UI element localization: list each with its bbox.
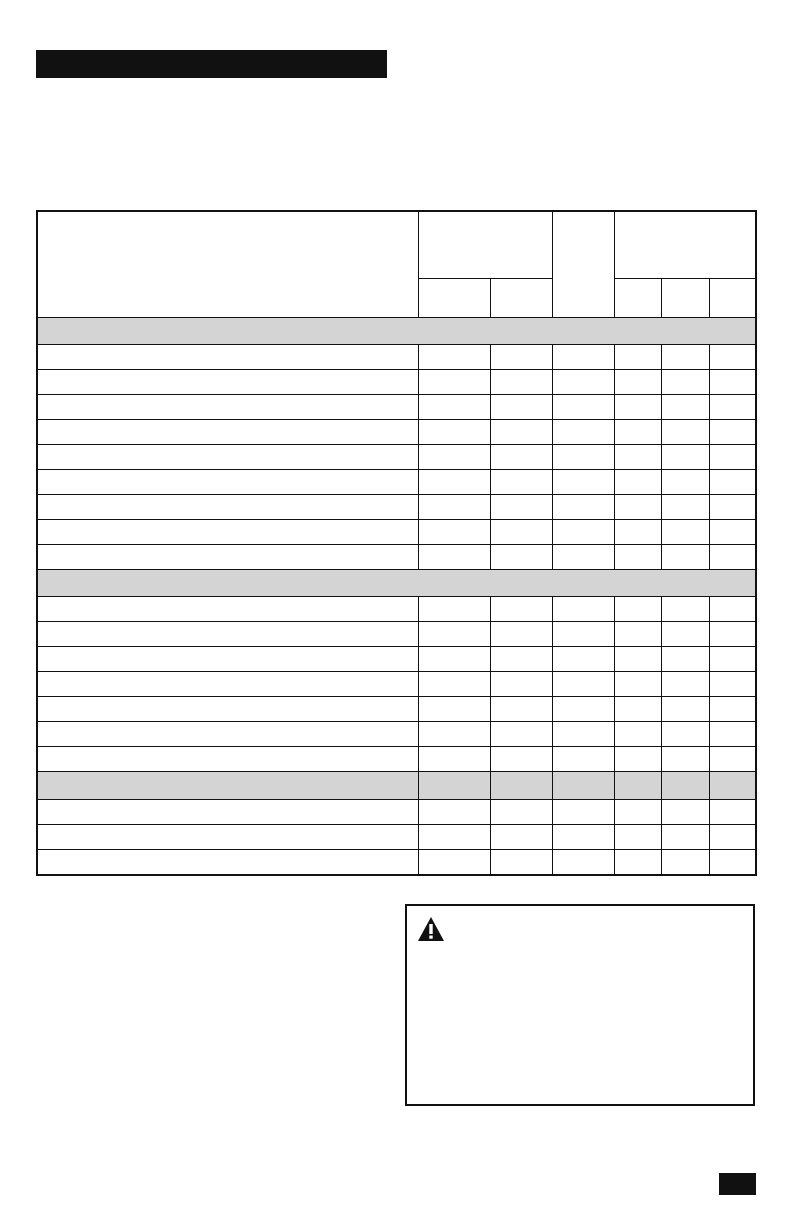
- check-cell: [490, 672, 552, 697]
- check-cell: [709, 370, 756, 395]
- check-cell: [552, 825, 614, 850]
- task-cell: [37, 520, 418, 545]
- table-row: [37, 622, 756, 647]
- check-cell: [490, 495, 552, 520]
- check-cell: [614, 370, 661, 395]
- check-cell: [661, 545, 709, 570]
- check-cell: [490, 622, 552, 647]
- check-cell: [661, 445, 709, 470]
- group-a-subheader: [490, 279, 552, 318]
- maintenance-schedule-table-wrap: [36, 210, 755, 883]
- check-cell: [614, 647, 661, 672]
- check-cell: [552, 722, 614, 747]
- section-label: [37, 772, 418, 800]
- check-cell: [490, 850, 552, 876]
- task-cell: [37, 697, 418, 722]
- check-cell: [418, 622, 490, 647]
- check-cell: [661, 370, 709, 395]
- section-cell: [709, 772, 756, 800]
- section-row: [37, 318, 756, 345]
- group-a-column-header: [418, 211, 552, 279]
- check-cell: [552, 850, 614, 876]
- task-cell: [37, 647, 418, 672]
- check-cell: [418, 345, 490, 370]
- table-row: [37, 597, 756, 622]
- check-cell: [490, 545, 552, 570]
- task-cell: [37, 395, 418, 420]
- check-cell: [552, 697, 614, 722]
- table-row: [37, 672, 756, 697]
- check-cell: [614, 345, 661, 370]
- check-cell: [552, 395, 614, 420]
- task-cell: [37, 545, 418, 570]
- check-cell: [552, 672, 614, 697]
- check-cell: [490, 697, 552, 722]
- check-cell: [552, 470, 614, 495]
- check-cell: [661, 395, 709, 420]
- task-cell: [37, 622, 418, 647]
- check-cell: [661, 647, 709, 672]
- task-cell: [37, 597, 418, 622]
- check-cell: [614, 722, 661, 747]
- check-cell: [418, 370, 490, 395]
- check-cell: [490, 370, 552, 395]
- check-cell: [661, 672, 709, 697]
- check-cell: [614, 622, 661, 647]
- section-header-bar: [36, 50, 387, 78]
- task-cell: [37, 825, 418, 850]
- check-cell: [709, 825, 756, 850]
- check-cell: [614, 800, 661, 825]
- check-cell: [490, 800, 552, 825]
- check-cell: [418, 697, 490, 722]
- check-cell: [661, 800, 709, 825]
- group-a-subheader: [418, 279, 490, 318]
- check-cell: [709, 520, 756, 545]
- check-cell: [418, 722, 490, 747]
- task-cell: [37, 345, 418, 370]
- table-header-row: [37, 211, 756, 279]
- check-cell: [661, 597, 709, 622]
- check-cell: [661, 470, 709, 495]
- group-b-subheader: [614, 279, 661, 318]
- section-row: [37, 772, 756, 800]
- check-cell: [418, 545, 490, 570]
- check-cell: [418, 470, 490, 495]
- check-cell: [552, 420, 614, 445]
- check-cell: [552, 445, 614, 470]
- table-row: [37, 445, 756, 470]
- check-cell: [709, 722, 756, 747]
- check-cell: [661, 495, 709, 520]
- check-cell: [661, 747, 709, 772]
- check-cell: [490, 470, 552, 495]
- warning-box: [405, 904, 755, 1106]
- check-cell: [614, 470, 661, 495]
- check-cell: [490, 747, 552, 772]
- check-cell: [614, 445, 661, 470]
- check-cell: [490, 445, 552, 470]
- check-cell: [418, 395, 490, 420]
- check-cell: [552, 370, 614, 395]
- section-cell: [490, 772, 552, 800]
- check-cell: [552, 800, 614, 825]
- check-cell: [418, 495, 490, 520]
- task-cell: [37, 672, 418, 697]
- section-cell: [552, 772, 614, 800]
- check-cell: [614, 672, 661, 697]
- table-row: [37, 495, 756, 520]
- table-row: [37, 722, 756, 747]
- check-cell: [552, 545, 614, 570]
- check-cell: [418, 747, 490, 772]
- check-cell: [614, 747, 661, 772]
- table-row: [37, 747, 756, 772]
- section-label: [37, 318, 756, 345]
- check-cell: [614, 850, 661, 876]
- check-cell: [709, 445, 756, 470]
- check-cell: [709, 647, 756, 672]
- check-cell: [709, 697, 756, 722]
- table-row: [37, 800, 756, 825]
- table-row: [37, 420, 756, 445]
- check-cell: [490, 520, 552, 545]
- task-cell: [37, 722, 418, 747]
- check-cell: [709, 672, 756, 697]
- check-cell: [614, 520, 661, 545]
- task-column-header: [37, 211, 418, 318]
- check-cell: [552, 647, 614, 672]
- check-cell: [552, 520, 614, 545]
- table-row: [37, 850, 756, 876]
- task-cell: [37, 850, 418, 876]
- section-cell: [418, 772, 490, 800]
- check-cell: [490, 647, 552, 672]
- check-cell: [661, 420, 709, 445]
- check-cell: [614, 420, 661, 445]
- check-cell: [552, 597, 614, 622]
- check-cell: [552, 622, 614, 647]
- task-cell: [37, 445, 418, 470]
- check-cell: [490, 345, 552, 370]
- section-cell: [614, 772, 661, 800]
- check-cell: [661, 622, 709, 647]
- check-cell: [661, 345, 709, 370]
- task-cell: [37, 800, 418, 825]
- check-cell: [418, 445, 490, 470]
- check-cell: [418, 420, 490, 445]
- task-cell: [37, 420, 418, 445]
- table-row: [37, 697, 756, 722]
- check-cell: [552, 495, 614, 520]
- check-cell: [709, 495, 756, 520]
- table-row: [37, 545, 756, 570]
- table-row: [37, 345, 756, 370]
- check-cell: [418, 800, 490, 825]
- task-cell: [37, 470, 418, 495]
- check-cell: [661, 850, 709, 876]
- check-cell: [614, 495, 661, 520]
- check-cell: [614, 545, 661, 570]
- check-cell: [661, 520, 709, 545]
- check-cell: [418, 825, 490, 850]
- group-b-column-header: [614, 211, 756, 279]
- check-cell: [709, 345, 756, 370]
- check-cell: [418, 672, 490, 697]
- check-cell: [709, 622, 756, 647]
- section-row: [37, 570, 756, 597]
- check-cell: [614, 395, 661, 420]
- check-cell: [661, 697, 709, 722]
- warning-triangle-icon: [417, 916, 445, 942]
- check-cell: [709, 545, 756, 570]
- check-cell: [709, 747, 756, 772]
- table-row: [37, 520, 756, 545]
- check-cell: [418, 647, 490, 672]
- task-cell: [37, 495, 418, 520]
- check-cell: [490, 722, 552, 747]
- check-cell: [709, 850, 756, 876]
- check-cell: [418, 597, 490, 622]
- table-row: [37, 370, 756, 395]
- check-cell: [490, 420, 552, 445]
- check-cell: [552, 747, 614, 772]
- check-cell: [614, 697, 661, 722]
- task-cell: [37, 747, 418, 772]
- check-cell: [709, 420, 756, 445]
- section-cell: [661, 772, 709, 800]
- group-b-subheader: [709, 279, 756, 318]
- check-cell: [490, 395, 552, 420]
- table-row: [37, 470, 756, 495]
- maintenance-schedule-table: [36, 210, 757, 876]
- check-cell: [614, 597, 661, 622]
- check-cell: [709, 395, 756, 420]
- check-cell: [552, 345, 614, 370]
- check-cell: [418, 520, 490, 545]
- check-cell: [709, 470, 756, 495]
- check-cell: [490, 597, 552, 622]
- check-cell: [661, 825, 709, 850]
- table-row: [37, 395, 756, 420]
- single-column-header: [552, 211, 614, 318]
- task-cell: [37, 370, 418, 395]
- check-cell: [709, 597, 756, 622]
- check-cell: [709, 800, 756, 825]
- table-row: [37, 825, 756, 850]
- check-cell: [418, 850, 490, 876]
- page-number: [719, 1173, 756, 1195]
- check-cell: [490, 825, 552, 850]
- check-cell: [661, 722, 709, 747]
- table-row: [37, 647, 756, 672]
- check-cell: [614, 825, 661, 850]
- group-b-subheader: [661, 279, 709, 318]
- section-label: [37, 570, 756, 597]
